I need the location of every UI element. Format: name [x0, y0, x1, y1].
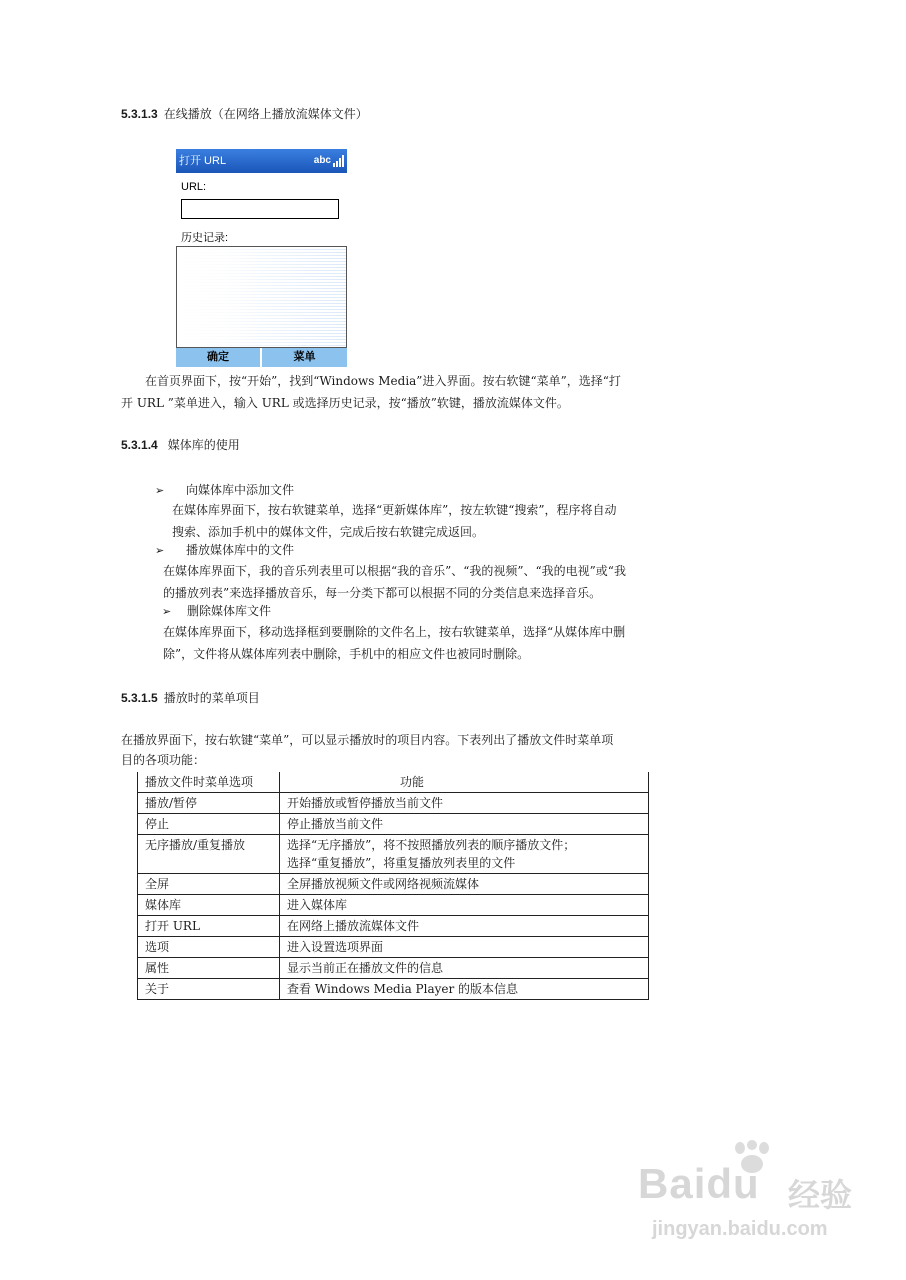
table-row: [138, 979, 649, 1000]
section-heading-5313: [121, 106, 368, 122]
option-cell: 全屏: [138, 874, 280, 895]
section-title: 在线播放（在网络上播放流媒体文件）: [163, 107, 368, 121]
function-cell: 进入设置选项界面: [280, 937, 649, 958]
function-cell: 全屏播放视频文件或网络视频流媒体: [280, 874, 649, 895]
function-line: 选择“无序播放”，将不按照播放列表的顺序播放文件；: [287, 838, 576, 852]
watermark-url: jingyan.baidu.com: [652, 1218, 828, 1240]
table-header-row: [138, 772, 649, 793]
url-input[interactable]: [181, 199, 339, 219]
menu-softkey[interactable]: 菜单: [262, 348, 347, 367]
bullet-arrow-icon: ➢: [162, 605, 172, 618]
function-cell: 开始播放或暂停播放当前文件: [280, 793, 649, 814]
paragraph-line: 开 URL ”菜单进入，输入 URL 或选择历史记录，按“播放”软键，播放流媒体文件。: [121, 396, 569, 410]
paragraph-line: 在播放界面下，按右软键“菜单”，可以显示播放时的项目内容。下表列出了播放文件时菜单项: [121, 733, 614, 747]
bullet-item: [162, 600, 271, 623]
bullet-line: 搜索、添加手机中的媒体文件，完成后按右软键完成返回。: [172, 525, 485, 539]
option-cell: 关于: [138, 979, 280, 1000]
signal-icon: [333, 155, 344, 167]
section-title: 媒体库的使用: [167, 438, 240, 452]
bullet-body: [172, 499, 617, 543]
option-cell: 选项: [138, 937, 280, 958]
section-number: 5.3.1.3: [121, 107, 158, 121]
function-cell: 停止播放当前文件: [280, 814, 649, 835]
bullet-line: 在媒体库界面下，移动选择框到要删除的文件名上，按右软键菜单，选择“从媒体库中删: [163, 625, 626, 639]
option-cell: 播放/暂停: [138, 793, 280, 814]
bullet-line: 除”，文件将从媒体库列表中删除，手机中的相应文件也被同时删除。: [163, 647, 530, 661]
bullet-arrow-icon: ➢: [155, 484, 165, 497]
bullet-body: [163, 560, 626, 604]
phone-title: 打开 URL: [179, 155, 227, 167]
history-label: 历史记录:: [181, 232, 229, 244]
function-cell: [280, 835, 649, 874]
table-row: [138, 814, 649, 835]
ok-softkey[interactable]: 确定: [176, 348, 260, 367]
paragraph-line: 目的各项功能：: [121, 753, 206, 767]
bullet-item: [155, 539, 294, 562]
history-list[interactable]: [176, 246, 347, 348]
bullet-line: 在媒体库界面下，按右软键菜单，选择“更新媒体库”，按左软键“搜索”，程序将自动: [172, 503, 617, 517]
function-cell: 在网络上播放流媒体文件: [280, 916, 649, 937]
section-heading-5314: [121, 437, 240, 453]
bullet-line: 在媒体库界面下，我的音乐列表里可以根据“我的音乐”、“我的视频”、“我的电视”或“我: [163, 564, 626, 578]
option-cell: 属性: [138, 958, 280, 979]
paragraph-line: 在首页界面下，按“开始”，找到“Windows Media”进入界面。按右软键“菜单”，选择“打: [145, 374, 621, 388]
baidu-jingyan-watermark: [638, 1140, 878, 1250]
table-row: [138, 835, 649, 874]
bullet-line: 的播放列表”来选择播放音乐，每一分类下都可以根据不同的分类信息来选择音乐。: [163, 586, 602, 600]
phone-title-bar: [176, 149, 347, 173]
section-number: 5.3.1.4: [121, 438, 158, 452]
online-playback-paragraph: [121, 370, 681, 414]
menu-paragraph: [121, 730, 681, 770]
table-header-cell: 播放文件时菜单选项: [138, 772, 280, 793]
table-row: [138, 916, 649, 937]
phone-screenshot: [176, 149, 347, 367]
function-line: 选择“重复播放”，将重复播放列表里的文件: [287, 856, 516, 870]
option-cell: 媒体库: [138, 895, 280, 916]
bullet-arrow-icon: ➢: [155, 544, 165, 557]
table-header-cell: 功能: [280, 772, 649, 793]
option-cell: 停止: [138, 814, 280, 835]
bullet-title: 删除媒体库文件: [187, 604, 272, 618]
jingyan-text: 经验: [788, 1177, 853, 1213]
table-row: [138, 937, 649, 958]
option-cell: 无序播放/重复播放: [138, 835, 280, 874]
menu-options-table: [137, 772, 649, 1000]
table-row: [138, 793, 649, 814]
bullet-body: [163, 621, 625, 665]
input-mode-indicator: abc: [313, 155, 331, 166]
section-number: 5.3.1.5: [121, 691, 158, 705]
baidu-logo-text: Baidu: [638, 1160, 760, 1207]
section-heading-5315: [121, 690, 260, 706]
function-cell: 显示当前正在播放文件的信息: [280, 958, 649, 979]
url-label: URL:: [181, 181, 207, 193]
option-cell: 打开 URL: [138, 916, 280, 937]
bullet-title: 向媒体库中添加文件: [186, 483, 295, 497]
table-row: [138, 958, 649, 979]
bullet-title: 播放媒体库中的文件: [186, 543, 295, 557]
function-cell: 查看 Windows Media Player 的版本信息: [280, 979, 649, 1000]
table-row: [138, 895, 649, 916]
function-cell: 进入媒体库: [280, 895, 649, 916]
table-row: [138, 874, 649, 895]
section-title: 播放时的菜单项目: [163, 691, 260, 705]
